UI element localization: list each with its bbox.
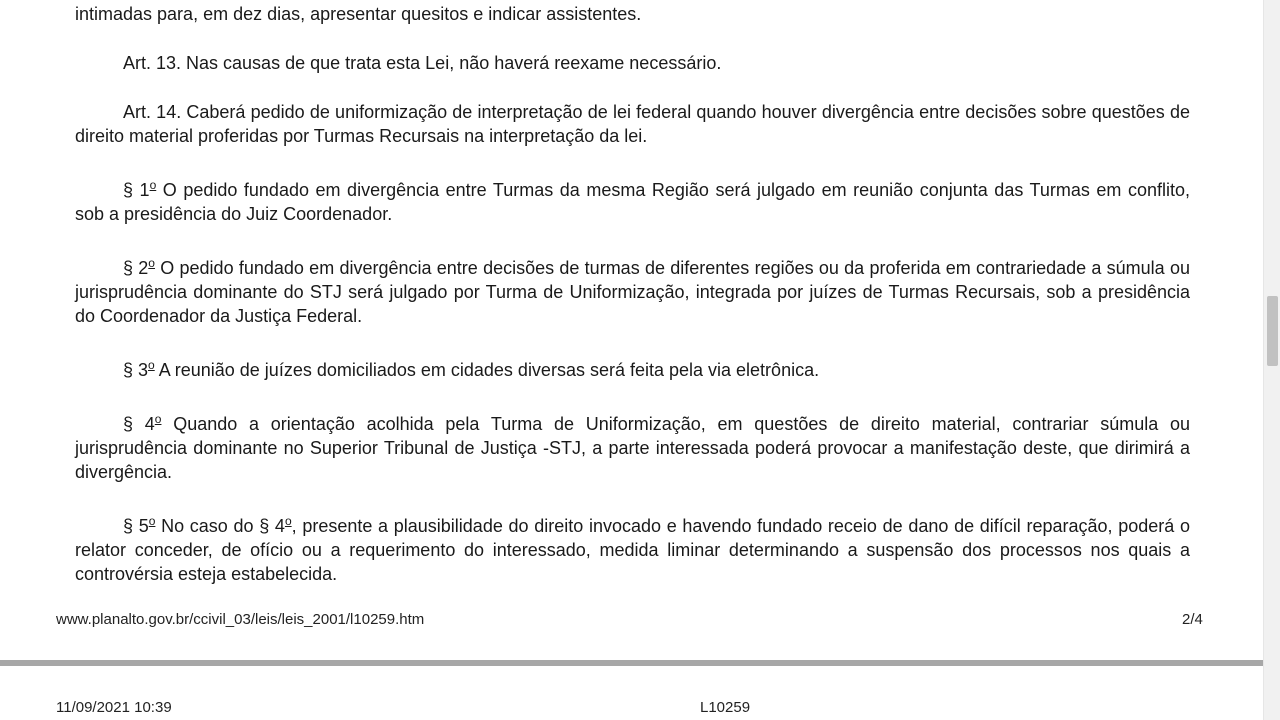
paragraph-3 (75, 358, 1190, 382)
scrollbar-thumb[interactable] (1267, 296, 1278, 366)
ordinal-indicator: o (148, 256, 155, 270)
paragraph-1 (75, 178, 1190, 226)
paragraph-2 (75, 256, 1190, 328)
vertical-scrollbar[interactable] (1263, 0, 1280, 720)
footer-page-number: 2/4 (1182, 611, 1203, 628)
article-13: Art. 13. Nas causas de que trata esta Lei, não haverá reexame necessário. (123, 53, 722, 73)
section-mark: § 4 (123, 414, 155, 434)
paragraph-text: O pedido fundado em divergência entre Turmas da mesma Região será julgado em reunião conjunta das Turmas em conflito, sob a presidência do Juiz Coordenador. (75, 180, 1190, 224)
paragraph-text: Quando a orientação acolhida pela Turma de Uniformização, em questões de direito material, contrariar súmula ou jurisprudência dominante no Superior Tribunal de Justiça -STJ, a parte interessada poderá provocar a manifestação deste, que dirimirá a divergência. (75, 414, 1190, 482)
paragraph-text: A reunião de juízes domiciliados em cidades diversas será feita pela via eletrônica. (154, 360, 820, 380)
paragraph-text: No caso do § 4 (155, 516, 285, 536)
ordinal-indicator: o (148, 514, 156, 528)
ordinal-indicator: o (284, 514, 292, 528)
footer-url: www.planalto.gov.br/ccivil_03/leis/leis_2001/l10259.htm (56, 611, 425, 628)
paragraph-text: O pedido fundado em divergência entre decisões de turmas de diferentes regiões ou da proferida em contrariedade a súmula ou jurisprudência dominante do STJ será julgado por Turma de Uniformização, integrada por juízes de Turmas Recursais, sob a presidência do Coordenador da Justiça Federal. (75, 258, 1190, 326)
section-mark: § 1 (123, 180, 150, 200)
article-14: Art. 14. Caberá pedido de uniformização de interpretação de lei federal quando houver divergência entre decisões sobre questões de direito material proferidas por Turmas Recursais na interpretação da lei. (75, 102, 1190, 146)
section-mark: § 3 (123, 360, 149, 380)
header-title: L10259 (700, 699, 751, 716)
header-datetime: 11/09/2021 10:39 (56, 699, 172, 716)
paragraph-text: , presente a plausibilidade do direito invocado e havendo fundado receio de dano de difícil reparação, poderá o relator conceder, de ofício ou a requerimento do interessado, medida liminar determinando a suspensão dos processos nos quais a controvérsia esteja estabelecida. (75, 516, 1190, 584)
section-mark: § 5 (123, 516, 149, 536)
ordinal-indicator: o (149, 178, 157, 192)
ordinal-indicator: o (148, 358, 155, 372)
section-mark: § 2 (123, 258, 149, 278)
pdf-page (0, 666, 1263, 720)
ordinal-indicator: o (154, 412, 162, 426)
paragraph-5 (75, 514, 1190, 586)
text-line: intimadas para, em dez dias, apresentar quesitos e indicar assistentes. (75, 4, 642, 24)
paragraph-4 (75, 412, 1190, 484)
